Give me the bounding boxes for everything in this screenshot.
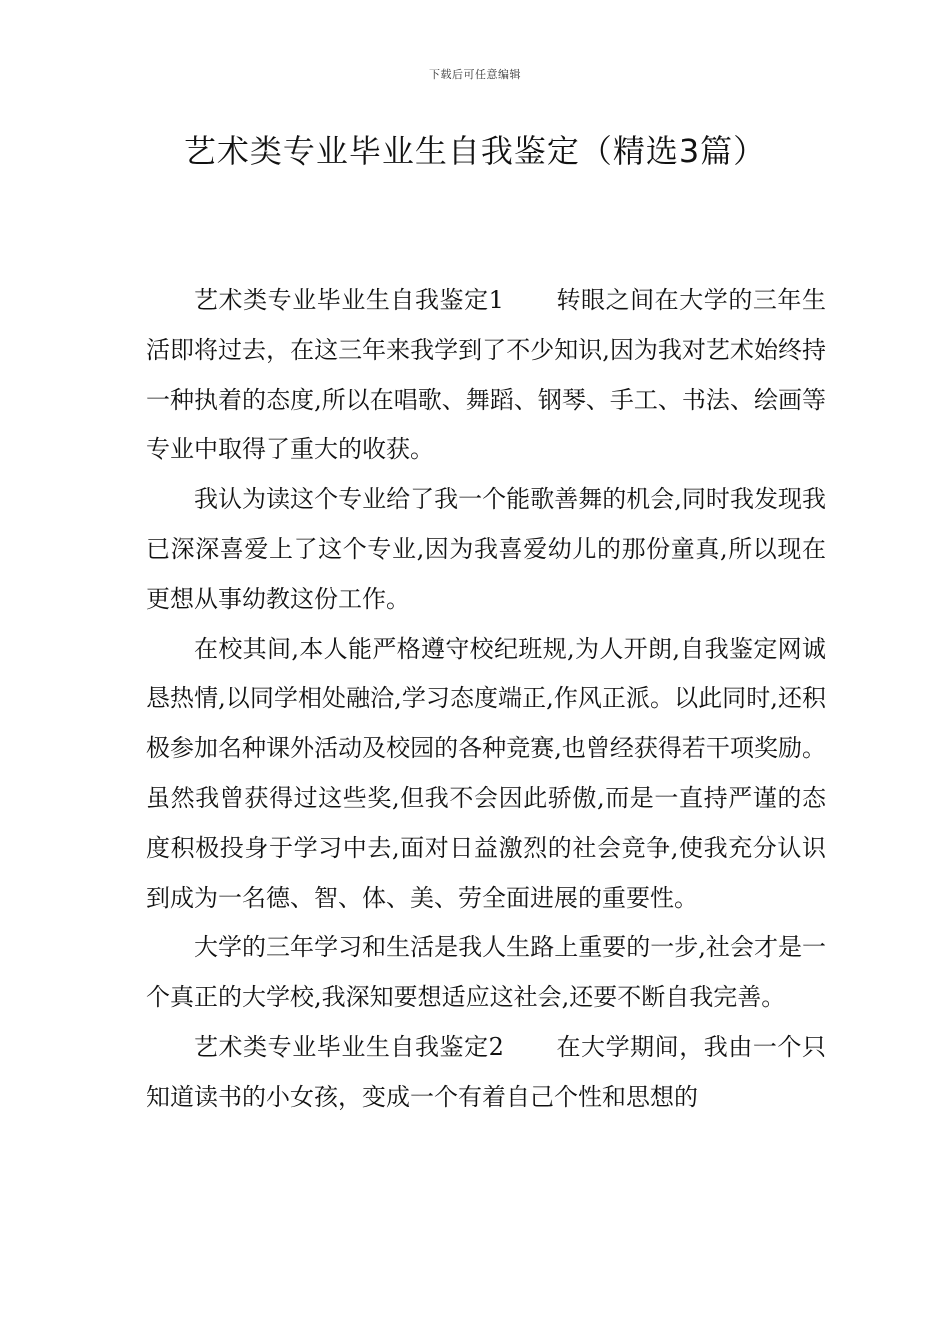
section-1-paragraph: 大学的三年学习和生活是我人生路上重要的一步,社会才是一个真正的大学校,我深知要想适应这社会,还要不断自我完善。 [146,933,826,1012]
section-1-paragraph: 我认为读这个专业给了我一个能歌善舞的机会,同时我发现我已深深喜爱上了这个专业,因为我喜爱幼儿的那份童真,所以现在更想从事幼教这份工作。 [146,485,826,613]
document-body [146,276,826,1123]
section-1-paragraph: 在校其间,本人能严格遵守校纪班规,为人开朗,自我鉴定网诚恳热情,以同学相处融洽,学习态度端正,作风正派。以此同时,还积极参加名种课外活动及校园的各种竞赛,也曾经获得若干项奖励。虽然我曾获得过这些奖,但我不会因此骄傲,而是一直持严谨的态度积极投身于学习中去,面对日益激烈的社会竞争,使我充分认识到成为一名德、智、体、美、劳全面进展的重要性。 [146,634,826,912]
section-2-first-text: 在大学期间，我由一个只知道读书的小女孩，变成一个有着自己个性和思想的 [146,1032,826,1111]
section-1-intro-paragraph [146,276,826,475]
section-2-heading: 艺术类专业毕业生自我鉴定2 [194,1032,504,1061]
section-1-heading: 艺术类专业毕业生自我鉴定1 [194,286,504,314]
section-1-first-text: 转眼之间在大学的三年生活即将过去，在这三年来我学到了不少知识,因为我对艺术始终持一种执着的态度,所以在唱歌、舞蹈、钢琴、手工、书法、绘画等专业中取得了重大的收获。 [146,286,826,464]
header-note: 下载后可任意编辑 [429,68,521,81]
section-2-intro-paragraph [146,1023,826,1123]
document-title: 艺术类专业毕业生自我鉴定（精选3篇） [183,132,767,170]
